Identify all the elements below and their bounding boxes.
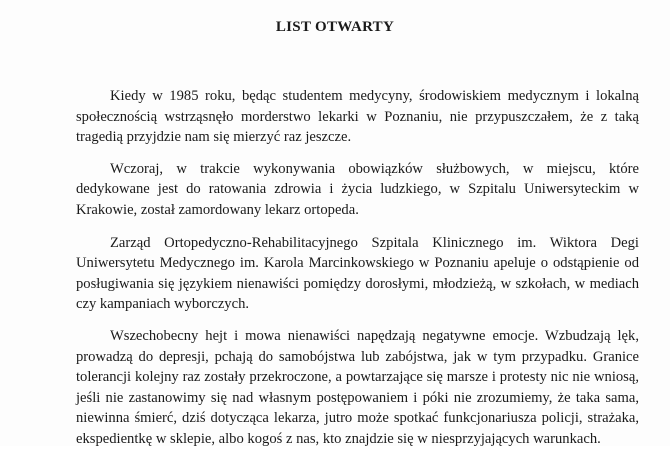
paragraph-4: Wszechobecny hejt i mowa nienawiści napędzają negatywne emocje. Wzbudzają lęk, prowadzą do depresji, pchają do samobójstwa lub zabójstwa, jak w tym przypadku. Granice tolerancji kolejny raz zostały przekroczone, a powtarzające się marsze i protesty nic nie wniosą, jeśli nie zastanowimy się nad własnym postępowaniem i póki nie zrozumiemy, że taka sama, niewinna śmierć, dziś dotycząca lekarza, jutro może spotkać funkcjonariusza policji, strażaka, ekspedientkę w sklepie, albo kogoś z nas, kto znajdzie się w niesprzyjających warunkach. bbox=[76, 327, 639, 447]
paragraph-1: Kiedy w 1985 roku, będąc studentem medycyny, środowiskiem medycznym i lokalną społecznością wstrząsnęło morderstwo lekarki w Poznaniu, nie przypuszczałem, że z taką tragedią przyjdzie nam się mierzyć raz jeszcze. bbox=[76, 88, 639, 146]
letter-body bbox=[76, 86, 639, 461]
paragraph-2: Wczoraj, w trakcie wykonywania obowiązków służbowych, w miejscu, które dedykowane jest do ratowania zdrowia i życia ludzkiego, w Szpitalu Uniwersyteckim w Krakowie, został zamordowany lekarz ortopeda. bbox=[76, 160, 639, 218]
letter-title: LIST OTWARTY bbox=[275, 19, 395, 35]
paragraph-3: Zarząd Ortopedyczno-Rehabilitacyjnego Szpitala Klinicznego im. Wiktora Degi Uniwersytetu Medycznego im. Karola Marcinkowskiego w Poznaniu apeluje o odstąpienie od posługiwania się językiem nienawiści pomiędzy dorosłymi, młodzieżą, w szkołach, w mediach czy kampaniach wyborczych. bbox=[76, 234, 639, 313]
